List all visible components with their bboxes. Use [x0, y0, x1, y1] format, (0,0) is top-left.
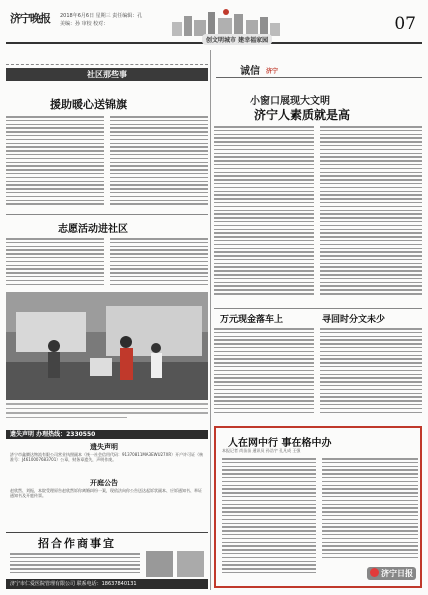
article1-text-right	[110, 116, 208, 208]
recruit-images	[146, 551, 204, 577]
column-divider	[210, 50, 211, 590]
classified-ad-band: 遗失声明 办理热线：2330550	[6, 430, 208, 439]
right-column	[214, 50, 422, 590]
lost-notice-text: 济宁市鑫腾达物流有限公司营业执照副本（统一社会信用代码：91370811MA3EWU27XR）开户许可证（核准号：J4610007683701）公章，财务章遗失，声明作废。	[10, 452, 204, 462]
banner-title: 创文明城市 建幸福家园	[202, 34, 272, 45]
photo-caption-lines	[6, 403, 208, 423]
story2-text-right	[320, 328, 422, 420]
newspaper-logo: 济宁晚报	[10, 12, 50, 25]
story-rule	[214, 308, 422, 309]
header-dashes	[6, 64, 208, 65]
headline-line1: 小窗口展现大文明	[250, 96, 330, 107]
court-notice-text: 赵欣然、刘振，本院受理原告赵欣然诉你离婚纠纷一案，现依法向你公告送达起诉状副本、应诉通知书、举证通知书及开庭传票。	[10, 488, 202, 498]
article-title-volunteer: 志愿活动进社区	[58, 224, 128, 235]
highlighted-text-left	[222, 458, 316, 582]
volunteer-activity-photo	[6, 292, 208, 400]
court-notice-title: 开庭公告	[90, 479, 118, 487]
subhead-left: 万元现金落车上	[220, 315, 284, 325]
story1-text-right	[320, 126, 422, 304]
article1-text-left	[6, 116, 104, 208]
masthead	[6, 6, 422, 44]
highlighted-text-right	[322, 458, 418, 566]
recruit-ad	[6, 532, 208, 590]
story2-text-left	[214, 328, 314, 420]
lost-notice-title: 遗失声明	[90, 443, 118, 451]
article-title-banner: 援助暖心送锦旗	[50, 98, 127, 111]
watermark-text: 济宁日报	[381, 569, 413, 578]
highlighted-article-byline: 本报记者 尚苗苗 通讯员 孙浩宇 孔凡成 王强	[222, 448, 301, 453]
editor-line: 美编：孙 审校 校对：	[60, 21, 109, 27]
article2-text-right	[110, 238, 208, 288]
issue-date-line: 2018年6月6日 星期三 责任编辑：孔	[60, 13, 143, 19]
highlighted-article[interactable]	[214, 426, 422, 588]
section-tag: 济宁	[266, 68, 279, 75]
headline-line2: 济宁人素质就是高	[254, 108, 351, 122]
left-column	[6, 50, 208, 590]
recruit-text	[10, 553, 140, 577]
subhead-right: 寻回时分文未少	[322, 315, 386, 325]
page-number: 07	[394, 14, 416, 34]
section-word: 诚信	[240, 66, 260, 77]
article2-text-left	[6, 238, 104, 288]
recruit-title: 招合作商事宜	[38, 537, 116, 550]
section-rule	[6, 214, 208, 215]
highlighted-article-title: 人在网中行 事在格中办	[228, 438, 332, 449]
story1-text-left	[214, 126, 314, 304]
source-watermark	[367, 567, 416, 580]
section-header	[216, 62, 422, 78]
app-logo-icon	[370, 568, 379, 577]
column-header: 社区那些事	[6, 68, 208, 81]
recruit-contact-bar: 济宁市仁爱医院管理有限公司 联系电话：18637840131	[6, 579, 208, 589]
